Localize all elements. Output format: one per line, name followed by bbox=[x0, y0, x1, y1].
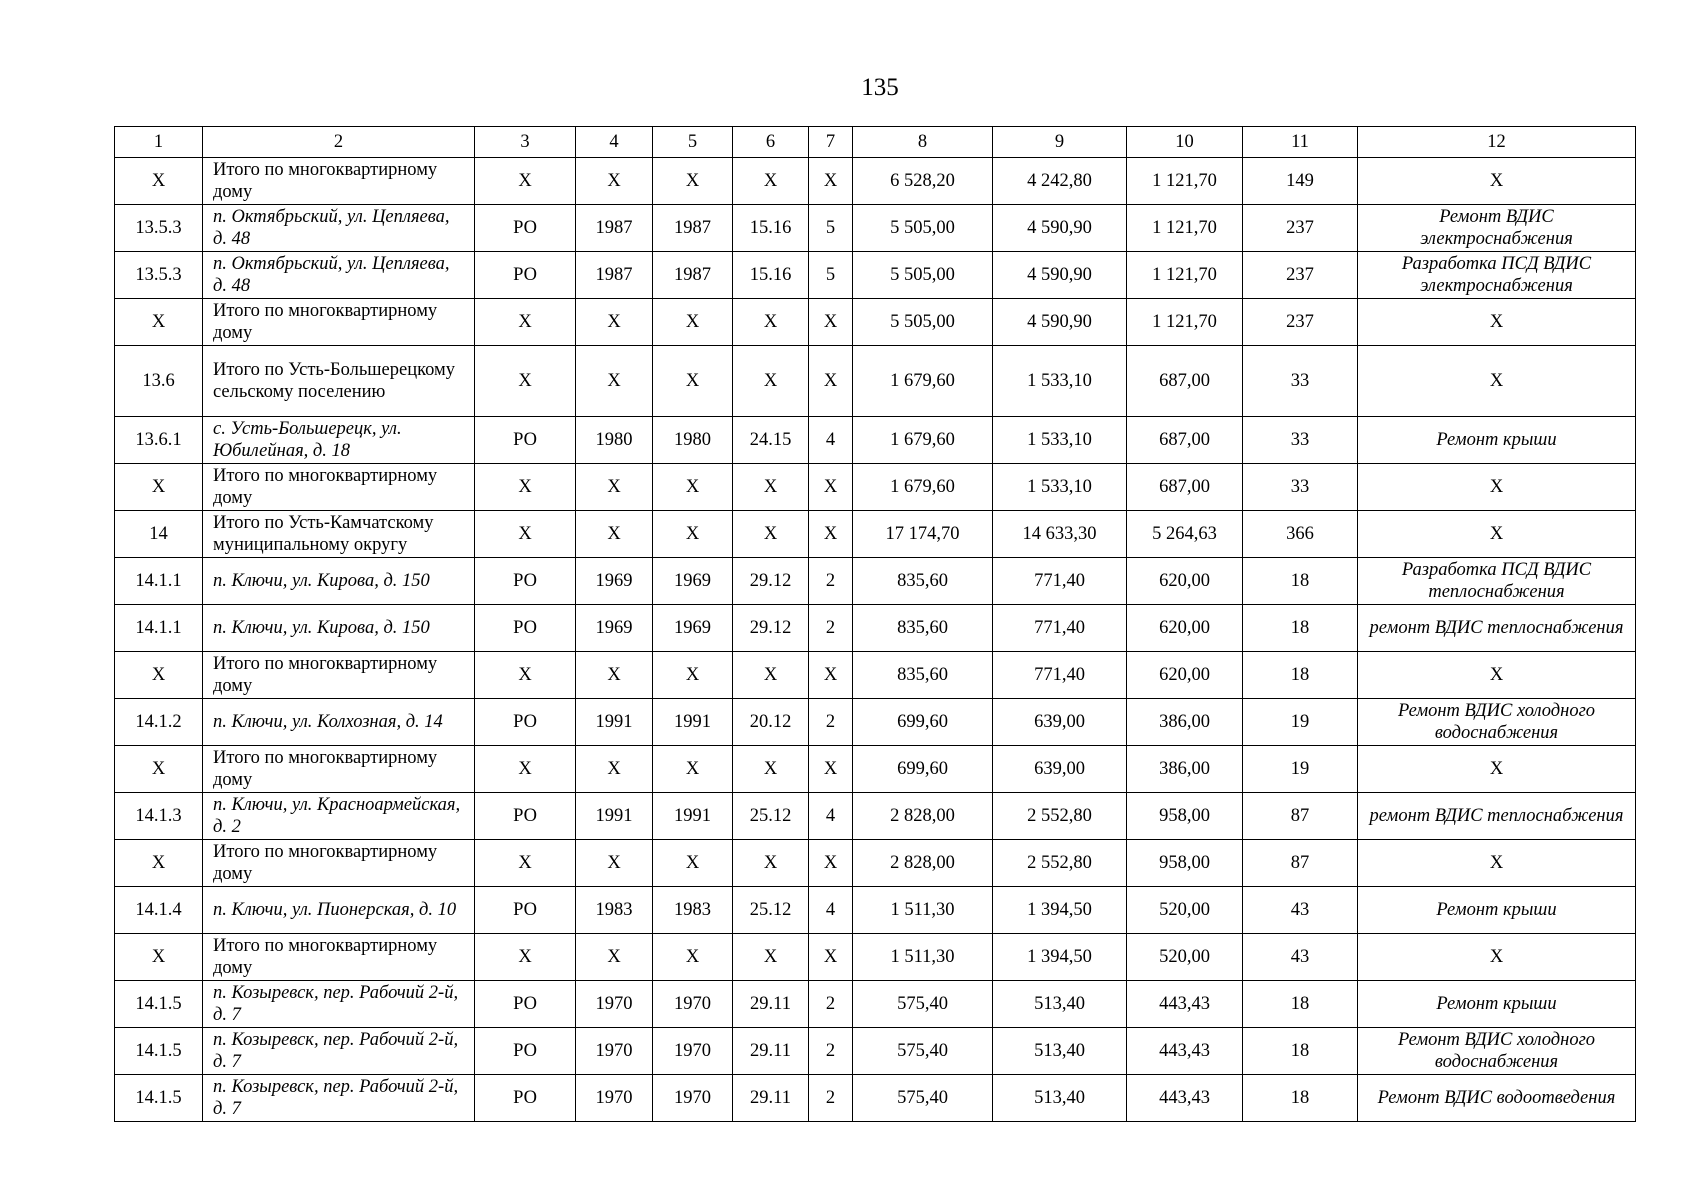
cell-row-number: 14.1.5 bbox=[115, 1028, 203, 1075]
cell-floors: 4 bbox=[809, 793, 853, 840]
cell-owner-type: Х bbox=[475, 746, 576, 793]
cell-wear: 15.16 bbox=[733, 205, 809, 252]
cell-wear: Х bbox=[733, 934, 809, 981]
cell-year-commissioned: 1991 bbox=[653, 793, 733, 840]
cell-work-type: Ремонт ВДИС электроснабжения bbox=[1358, 205, 1636, 252]
cell-address: п. Козыревск, пер. Рабочий 2-й, д. 7 bbox=[203, 981, 475, 1028]
cell-wear: 29.12 bbox=[733, 558, 809, 605]
cell-non-living-area: 1 121,70 bbox=[1127, 205, 1243, 252]
cell-residents: 237 bbox=[1243, 205, 1358, 252]
cell-year-built: Х bbox=[576, 652, 653, 699]
cell-residents: 149 bbox=[1243, 158, 1358, 205]
cell-residents: 18 bbox=[1243, 1075, 1358, 1122]
cell-owner-type: РО bbox=[475, 558, 576, 605]
cell-wear: Х bbox=[733, 746, 809, 793]
cell-living-area: 2 552,80 bbox=[993, 840, 1127, 887]
cell-owner-type: Х bbox=[475, 346, 576, 417]
cell-residents: 237 bbox=[1243, 252, 1358, 299]
cell-floors: 2 bbox=[809, 605, 853, 652]
cell-year-commissioned: 1980 bbox=[653, 417, 733, 464]
table-row bbox=[115, 793, 1636, 840]
cell-year-commissioned: 1991 bbox=[653, 699, 733, 746]
cell-work-type: Х bbox=[1358, 840, 1636, 887]
cell-year-built: 1980 bbox=[576, 417, 653, 464]
cell-work-type: Ремонт ВДИС водоотведения bbox=[1358, 1075, 1636, 1122]
column-header: 7 bbox=[809, 127, 853, 158]
cell-address: п. Октябрьский, ул. Цепляева, д. 48 bbox=[203, 205, 475, 252]
cell-year-built: 1987 bbox=[576, 252, 653, 299]
cell-year-commissioned: Х bbox=[653, 652, 733, 699]
cell-owner-type: РО bbox=[475, 887, 576, 934]
cell-living-area: 4 242,80 bbox=[993, 158, 1127, 205]
cell-owner-type: Х bbox=[475, 840, 576, 887]
cell-total-area: 1 679,60 bbox=[853, 464, 993, 511]
cell-total-area: 835,60 bbox=[853, 558, 993, 605]
table-row bbox=[115, 840, 1636, 887]
table-row bbox=[115, 511, 1636, 558]
cell-year-commissioned: Х bbox=[653, 299, 733, 346]
cell-residents: 87 bbox=[1243, 840, 1358, 887]
table-row bbox=[115, 417, 1636, 464]
cell-year-commissioned: 1969 bbox=[653, 558, 733, 605]
cell-address: п. Ключи, ул. Колхозная, д. 14 bbox=[203, 699, 475, 746]
cell-wear: 29.11 bbox=[733, 981, 809, 1028]
cell-year-commissioned: 1969 bbox=[653, 605, 733, 652]
cell-wear: Х bbox=[733, 511, 809, 558]
cell-address: Итого по многоквартирному дому bbox=[203, 652, 475, 699]
cell-living-area: 1 394,50 bbox=[993, 934, 1127, 981]
cell-total-area: 575,40 bbox=[853, 1028, 993, 1075]
column-header: 5 bbox=[653, 127, 733, 158]
cell-year-commissioned: Х bbox=[653, 346, 733, 417]
cell-row-number: 13.6.1 bbox=[115, 417, 203, 464]
cell-work-type: Х bbox=[1358, 934, 1636, 981]
cell-wear: Х bbox=[733, 158, 809, 205]
cell-row-number: 14.1.5 bbox=[115, 1075, 203, 1122]
cell-floors: Х bbox=[809, 840, 853, 887]
cell-residents: 18 bbox=[1243, 605, 1358, 652]
cell-year-commissioned: 1987 bbox=[653, 205, 733, 252]
cell-floors: Х bbox=[809, 158, 853, 205]
column-header: 11 bbox=[1243, 127, 1358, 158]
cell-residents: 33 bbox=[1243, 464, 1358, 511]
table-row bbox=[115, 652, 1636, 699]
cell-residents: 18 bbox=[1243, 652, 1358, 699]
cell-living-area: 513,40 bbox=[993, 1028, 1127, 1075]
cell-total-area: 575,40 bbox=[853, 1075, 993, 1122]
cell-owner-type: РО bbox=[475, 605, 576, 652]
cell-address: Итого по многоквартирному дому bbox=[203, 840, 475, 887]
cell-floors: 2 bbox=[809, 699, 853, 746]
cell-total-area: 17 174,70 bbox=[853, 511, 993, 558]
cell-living-area: 4 590,90 bbox=[993, 205, 1127, 252]
cell-owner-type: Х bbox=[475, 299, 576, 346]
cell-total-area: 2 828,00 bbox=[853, 793, 993, 840]
cell-year-commissioned: 1970 bbox=[653, 981, 733, 1028]
cell-non-living-area: 958,00 bbox=[1127, 793, 1243, 840]
cell-row-number: Х bbox=[115, 652, 203, 699]
cell-living-area: 513,40 bbox=[993, 1075, 1127, 1122]
cell-work-type: Х bbox=[1358, 511, 1636, 558]
cell-address: п. Ключи, ул. Кирова, д. 150 bbox=[203, 558, 475, 605]
cell-row-number: 14.1.3 bbox=[115, 793, 203, 840]
cell-non-living-area: 443,43 bbox=[1127, 1075, 1243, 1122]
table-row bbox=[115, 746, 1636, 793]
cell-year-commissioned: Х bbox=[653, 511, 733, 558]
cell-non-living-area: 1 121,70 bbox=[1127, 299, 1243, 346]
cell-work-type: Х bbox=[1358, 652, 1636, 699]
cell-owner-type: Х bbox=[475, 934, 576, 981]
cell-wear: 29.11 bbox=[733, 1028, 809, 1075]
cell-floors: 2 bbox=[809, 981, 853, 1028]
cell-total-area: 5 505,00 bbox=[853, 252, 993, 299]
cell-work-type: Х bbox=[1358, 464, 1636, 511]
cell-year-built: Х bbox=[576, 158, 653, 205]
cell-year-commissioned: Х bbox=[653, 934, 733, 981]
cell-non-living-area: 443,43 bbox=[1127, 981, 1243, 1028]
cell-living-area: 1 533,10 bbox=[993, 464, 1127, 511]
cell-living-area: 4 590,90 bbox=[993, 252, 1127, 299]
cell-residents: 237 bbox=[1243, 299, 1358, 346]
cell-total-area: 1 511,30 bbox=[853, 887, 993, 934]
cell-address: п. Ключи, ул. Пионерская, д. 10 bbox=[203, 887, 475, 934]
cell-floors: 2 bbox=[809, 1028, 853, 1075]
cell-address: п. Козыревск, пер. Рабочий 2-й, д. 7 bbox=[203, 1028, 475, 1075]
table-row bbox=[115, 346, 1636, 417]
table-row bbox=[115, 205, 1636, 252]
column-header: 1 bbox=[115, 127, 203, 158]
cell-total-area: 699,60 bbox=[853, 746, 993, 793]
cell-living-area: 771,40 bbox=[993, 652, 1127, 699]
cell-wear: Х bbox=[733, 840, 809, 887]
cell-wear: 29.11 bbox=[733, 1075, 809, 1122]
cell-residents: 18 bbox=[1243, 558, 1358, 605]
cell-year-built: Х bbox=[576, 934, 653, 981]
cell-row-number: 14.1.1 bbox=[115, 558, 203, 605]
cell-work-type: Ремонт крыши bbox=[1358, 981, 1636, 1028]
cell-owner-type: Х bbox=[475, 511, 576, 558]
cell-year-built: 1970 bbox=[576, 1028, 653, 1075]
cell-wear: 29.12 bbox=[733, 605, 809, 652]
cell-year-built: 1991 bbox=[576, 699, 653, 746]
cell-residents: 33 bbox=[1243, 417, 1358, 464]
column-header: 4 bbox=[576, 127, 653, 158]
cell-owner-type: РО bbox=[475, 1028, 576, 1075]
cell-wear: 25.12 bbox=[733, 887, 809, 934]
cell-year-built: Х bbox=[576, 299, 653, 346]
cell-living-area: 1 533,10 bbox=[993, 346, 1127, 417]
table-row bbox=[115, 252, 1636, 299]
cell-floors: Х bbox=[809, 299, 853, 346]
cell-residents: 18 bbox=[1243, 1028, 1358, 1075]
table-row bbox=[115, 699, 1636, 746]
cell-work-type: Ремонт крыши bbox=[1358, 887, 1636, 934]
table-row bbox=[115, 934, 1636, 981]
cell-row-number: 14.1.1 bbox=[115, 605, 203, 652]
cell-row-number: 14 bbox=[115, 511, 203, 558]
cell-owner-type: Х bbox=[475, 652, 576, 699]
cell-address: п. Октябрьский, ул. Цепляева, д. 48 bbox=[203, 252, 475, 299]
cell-non-living-area: 687,00 bbox=[1127, 464, 1243, 511]
table-row bbox=[115, 299, 1636, 346]
cell-floors: Х bbox=[809, 464, 853, 511]
cell-non-living-area: 386,00 bbox=[1127, 746, 1243, 793]
column-header: 9 bbox=[993, 127, 1127, 158]
cell-work-type: Х bbox=[1358, 346, 1636, 417]
table-row bbox=[115, 887, 1636, 934]
cell-work-type: ремонт ВДИС теплоснабжения bbox=[1358, 793, 1636, 840]
cell-residents: 43 bbox=[1243, 887, 1358, 934]
cell-row-number: 14.1.5 bbox=[115, 981, 203, 1028]
cell-year-built: Х bbox=[576, 346, 653, 417]
cell-living-area: 14 633,30 bbox=[993, 511, 1127, 558]
cell-owner-type: РО bbox=[475, 699, 576, 746]
cell-living-area: 639,00 bbox=[993, 699, 1127, 746]
cell-non-living-area: 1 121,70 bbox=[1127, 158, 1243, 205]
cell-row-number: Х bbox=[115, 840, 203, 887]
cell-total-area: 5 505,00 bbox=[853, 299, 993, 346]
cell-residents: 19 bbox=[1243, 699, 1358, 746]
cell-work-type: Ремонт крыши bbox=[1358, 417, 1636, 464]
cell-work-type: Х bbox=[1358, 746, 1636, 793]
cell-floors: Х bbox=[809, 746, 853, 793]
cell-address: Итого по многоквартирному дому bbox=[203, 746, 475, 793]
column-header: 2 bbox=[203, 127, 475, 158]
cell-row-number: 14.1.4 bbox=[115, 887, 203, 934]
cell-work-type: Разработка ПСД ВДИС теплоснабжения bbox=[1358, 558, 1636, 605]
table-row bbox=[115, 558, 1636, 605]
cell-year-built: 1983 bbox=[576, 887, 653, 934]
cell-row-number: Х bbox=[115, 464, 203, 511]
cell-living-area: 2 552,80 bbox=[993, 793, 1127, 840]
column-header: 12 bbox=[1358, 127, 1636, 158]
cell-floors: Х bbox=[809, 934, 853, 981]
cell-row-number: Х bbox=[115, 934, 203, 981]
cell-work-type: ремонт ВДИС теплоснабжения bbox=[1358, 605, 1636, 652]
cell-year-built: 1970 bbox=[576, 1075, 653, 1122]
cell-non-living-area: 687,00 bbox=[1127, 346, 1243, 417]
cell-work-type: Разработка ПСД ВДИС электроснабжения bbox=[1358, 252, 1636, 299]
cell-floors: 2 bbox=[809, 558, 853, 605]
column-header: 10 bbox=[1127, 127, 1243, 158]
cell-non-living-area: 443,43 bbox=[1127, 1028, 1243, 1075]
register-table bbox=[114, 126, 1636, 1122]
cell-non-living-area: 520,00 bbox=[1127, 887, 1243, 934]
cell-non-living-area: 5 264,63 bbox=[1127, 511, 1243, 558]
cell-owner-type: Х bbox=[475, 464, 576, 511]
column-number-row bbox=[115, 127, 1636, 158]
cell-year-commissioned: Х bbox=[653, 464, 733, 511]
cell-total-area: 5 505,00 bbox=[853, 205, 993, 252]
cell-residents: 33 bbox=[1243, 346, 1358, 417]
cell-year-built: 1970 bbox=[576, 981, 653, 1028]
cell-living-area: 639,00 bbox=[993, 746, 1127, 793]
cell-wear: Х bbox=[733, 346, 809, 417]
cell-address: п. Ключи, ул. Кирова, д. 150 bbox=[203, 605, 475, 652]
cell-residents: 19 bbox=[1243, 746, 1358, 793]
cell-wear: 20.12 bbox=[733, 699, 809, 746]
cell-non-living-area: 386,00 bbox=[1127, 699, 1243, 746]
column-header: 6 bbox=[733, 127, 809, 158]
column-header: 3 bbox=[475, 127, 576, 158]
cell-work-type: Ремонт ВДИС холодного водоснабжения bbox=[1358, 699, 1636, 746]
cell-owner-type: РО bbox=[475, 981, 576, 1028]
table-row bbox=[115, 1075, 1636, 1122]
cell-address: п. Ключи, ул. Красноармейская, д. 2 bbox=[203, 793, 475, 840]
cell-year-commissioned: Х bbox=[653, 840, 733, 887]
cell-wear: 25.12 bbox=[733, 793, 809, 840]
cell-year-built: 1991 bbox=[576, 793, 653, 840]
cell-address: Итого по Усть-Камчатскому муниципальному округу bbox=[203, 511, 475, 558]
cell-living-area: 771,40 bbox=[993, 605, 1127, 652]
cell-year-built: Х bbox=[576, 464, 653, 511]
column-header: 8 bbox=[853, 127, 993, 158]
cell-year-commissioned: 1987 bbox=[653, 252, 733, 299]
cell-work-type: Ремонт ВДИС холодного водоснабжения bbox=[1358, 1028, 1636, 1075]
cell-non-living-area: 958,00 bbox=[1127, 840, 1243, 887]
cell-floors: 4 bbox=[809, 417, 853, 464]
cell-living-area: 4 590,90 bbox=[993, 299, 1127, 346]
cell-living-area: 1 533,10 bbox=[993, 417, 1127, 464]
cell-living-area: 513,40 bbox=[993, 981, 1127, 1028]
cell-year-built: Х bbox=[576, 511, 653, 558]
table-row bbox=[115, 1028, 1636, 1075]
cell-total-area: 2 828,00 bbox=[853, 840, 993, 887]
cell-address: Итого по Усть-Большерецкому сельскому поселению bbox=[203, 346, 475, 417]
cell-year-built: Х bbox=[576, 746, 653, 793]
cell-total-area: 575,40 bbox=[853, 981, 993, 1028]
page-number: 135 bbox=[861, 74, 899, 101]
cell-owner-type: РО bbox=[475, 417, 576, 464]
cell-non-living-area: 520,00 bbox=[1127, 934, 1243, 981]
cell-floors: 5 bbox=[809, 252, 853, 299]
cell-floors: 5 bbox=[809, 205, 853, 252]
cell-total-area: 835,60 bbox=[853, 605, 993, 652]
cell-year-commissioned: Х bbox=[653, 746, 733, 793]
cell-row-number: 13.6 bbox=[115, 346, 203, 417]
cell-wear: Х bbox=[733, 652, 809, 699]
cell-address: Итого по многоквартирному дому bbox=[203, 934, 475, 981]
table-row bbox=[115, 464, 1636, 511]
cell-row-number: Х bbox=[115, 158, 203, 205]
cell-wear: 15.16 bbox=[733, 252, 809, 299]
cell-owner-type: РО bbox=[475, 205, 576, 252]
cell-floors: 4 bbox=[809, 887, 853, 934]
cell-year-built: 1987 bbox=[576, 205, 653, 252]
cell-floors: 2 bbox=[809, 1075, 853, 1122]
cell-work-type: Х bbox=[1358, 299, 1636, 346]
cell-year-commissioned: 1983 bbox=[653, 887, 733, 934]
cell-residents: 366 bbox=[1243, 511, 1358, 558]
cell-row-number: Х bbox=[115, 746, 203, 793]
cell-year-commissioned: Х bbox=[653, 158, 733, 205]
cell-row-number: 13.5.3 bbox=[115, 205, 203, 252]
cell-address: п. Козыревск, пер. Рабочий 2-й, д. 7 bbox=[203, 1075, 475, 1122]
cell-wear: Х bbox=[733, 299, 809, 346]
cell-total-area: 6 528,20 bbox=[853, 158, 993, 205]
cell-non-living-area: 687,00 bbox=[1127, 417, 1243, 464]
cell-year-commissioned: 1970 bbox=[653, 1075, 733, 1122]
cell-total-area: 1 679,60 bbox=[853, 346, 993, 417]
cell-owner-type: Х bbox=[475, 158, 576, 205]
cell-year-built: Х bbox=[576, 840, 653, 887]
cell-year-built: 1969 bbox=[576, 605, 653, 652]
cell-floors: Х bbox=[809, 511, 853, 558]
cell-non-living-area: 620,00 bbox=[1127, 652, 1243, 699]
cell-address: Итого по многоквартирному дому bbox=[203, 158, 475, 205]
table-row bbox=[115, 158, 1636, 205]
cell-row-number: Х bbox=[115, 299, 203, 346]
cell-wear: Х bbox=[733, 464, 809, 511]
cell-address: Итого по многоквартирному дому bbox=[203, 299, 475, 346]
cell-row-number: 14.1.2 bbox=[115, 699, 203, 746]
cell-non-living-area: 620,00 bbox=[1127, 605, 1243, 652]
table-row bbox=[115, 981, 1636, 1028]
cell-non-living-area: 620,00 bbox=[1127, 558, 1243, 605]
cell-living-area: 771,40 bbox=[993, 558, 1127, 605]
cell-floors: Х bbox=[809, 652, 853, 699]
cell-living-area: 1 394,50 bbox=[993, 887, 1127, 934]
cell-address: Итого по многоквартирному дому bbox=[203, 464, 475, 511]
cell-total-area: 1 679,60 bbox=[853, 417, 993, 464]
cell-total-area: 835,60 bbox=[853, 652, 993, 699]
cell-residents: 18 bbox=[1243, 981, 1358, 1028]
cell-residents: 43 bbox=[1243, 934, 1358, 981]
cell-total-area: 1 511,30 bbox=[853, 934, 993, 981]
cell-non-living-area: 1 121,70 bbox=[1127, 252, 1243, 299]
table-row bbox=[115, 605, 1636, 652]
cell-owner-type: РО bbox=[475, 1075, 576, 1122]
cell-floors: Х bbox=[809, 346, 853, 417]
cell-wear: 24.15 bbox=[733, 417, 809, 464]
cell-total-area: 699,60 bbox=[853, 699, 993, 746]
cell-year-commissioned: 1970 bbox=[653, 1028, 733, 1075]
cell-owner-type: РО bbox=[475, 793, 576, 840]
cell-year-built: 1969 bbox=[576, 558, 653, 605]
cell-row-number: 13.5.3 bbox=[115, 252, 203, 299]
cell-work-type: Х bbox=[1358, 158, 1636, 205]
cell-owner-type: РО bbox=[475, 252, 576, 299]
cell-address: с. Усть-Большерецк, ул. Юбилейная, д. 18 bbox=[203, 417, 475, 464]
cell-residents: 87 bbox=[1243, 793, 1358, 840]
